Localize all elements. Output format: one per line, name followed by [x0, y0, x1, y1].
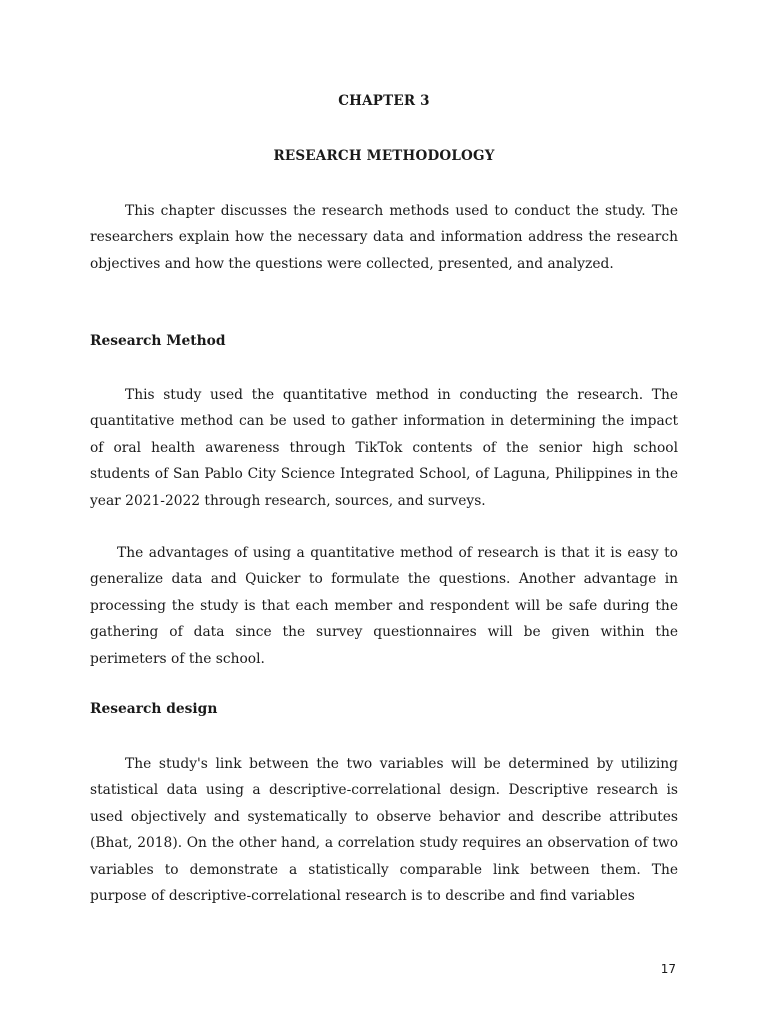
page-number: 17 [660, 962, 676, 976]
research-design-paragraph-1: The study's link between the two variables will be determined by utilizing statistical data using a descriptive-correlational design. Descriptive research is used objectively and systematically to observe behavior and describe attributes (Bhat, 2018). On the other hand, a correlation study requires an observation of two variables to demonstrate a statistically comparable link between them. The purpose of descriptive-correlational research is to describe and find variables [90, 756, 678, 905]
intro-paragraph: This chapter discusses the research methods used to conduct the study. The researchers explain how the necessary data and information address the research objectives and how the questions were collected, presented, and analyzed. [90, 203, 678, 272]
section-heading-research-design: Research design [90, 701, 218, 717]
research-method-paragraph-2: The advantages of using a quantitative method of research is that it is easy to generalize data and Quicker to formulate the questions. Another advantage in processing the study is that each member and respondent will be safe during the gathering of data since the survey questionnaires will be given within the perimeters of the school. [90, 545, 678, 667]
research-method-paragraph-1: This study used the quantitative method in conducting the research. The quantitative method can be used to gather information in determining the impact of oral health awareness through TikTok contents of the senior high school students of San Pablo City Science Integrated School, of Laguna, Philippines in the year 2021-2022 through research, sources, and surveys. [90, 387, 678, 509]
chapter-number: CHAPTER 3 [338, 93, 430, 109]
section-heading-research-method: Research Method [90, 333, 226, 349]
chapter-title: RESEARCH METHODOLOGY [273, 148, 495, 164]
